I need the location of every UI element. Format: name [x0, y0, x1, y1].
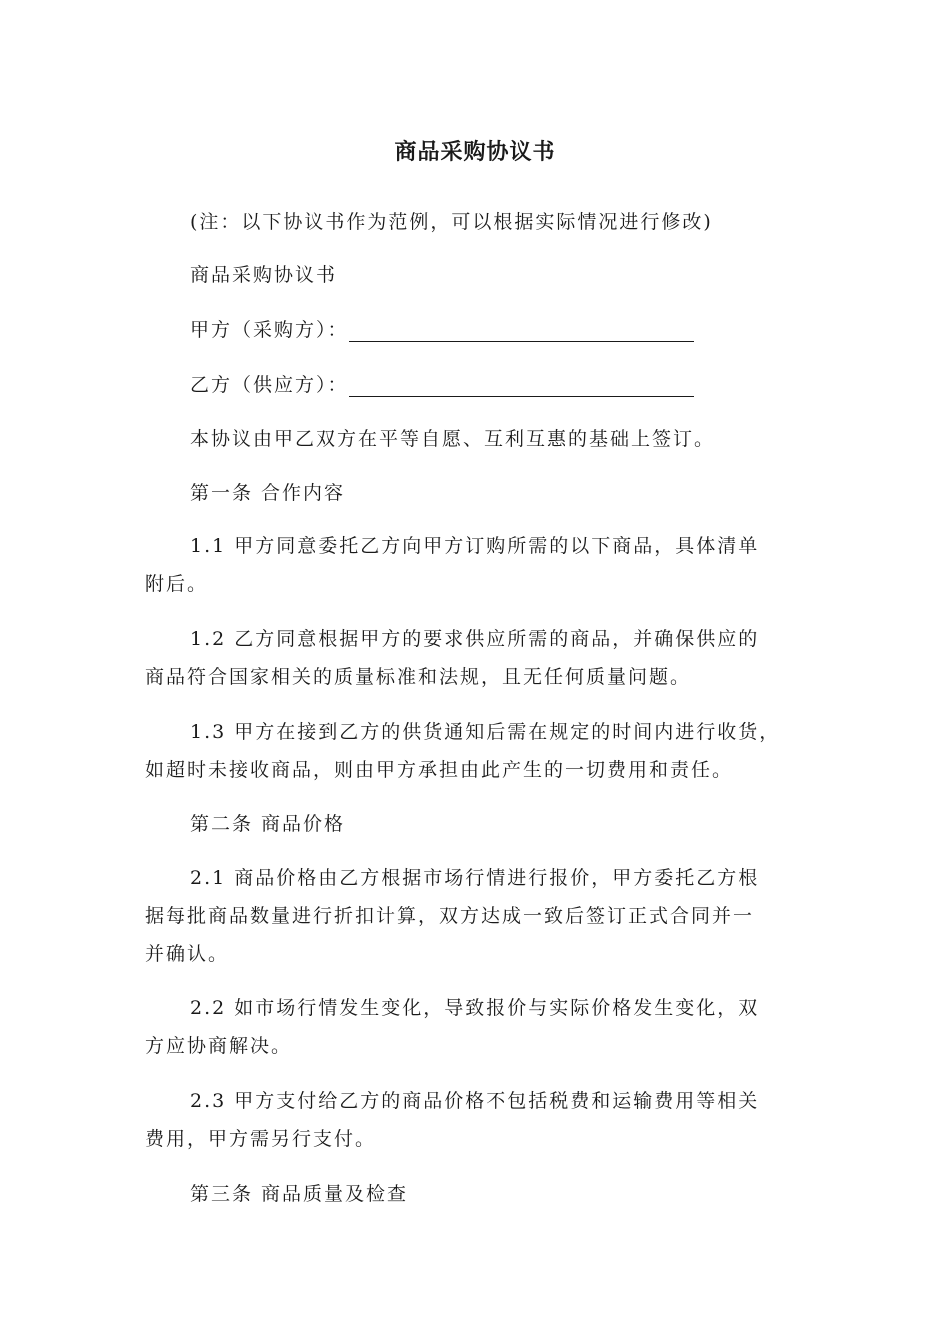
- party-b-line: [190, 366, 850, 404]
- clause-1-3-line-2: 如超时未接收商品，则由甲方承担由此产生的一切费用和责任。: [145, 759, 734, 781]
- party-b-blank[interactable]: [349, 374, 694, 397]
- article-2-heading: 第二条 商品价格: [190, 813, 346, 835]
- clause-2-3-line-1: 2.3 甲方支付给乙方的商品价格不包括税费和运输费用等相关: [190, 1090, 760, 1112]
- party-a-blank[interactable]: [349, 319, 694, 342]
- document-title: 商品采购协议书: [394, 140, 556, 165]
- clause-1-3-line-1: 1.3 甲方在接到乙方的供货通知后需在规定的时间内进行收货，: [190, 721, 781, 743]
- clause-2-3-line-2: 费用，甲方需另行支付。: [145, 1128, 377, 1150]
- party-a-label: 甲方（采购方）：: [190, 319, 349, 341]
- party-a-line: [190, 311, 850, 349]
- party-b-label: 乙方（供应方）：: [190, 374, 349, 396]
- clause-1-1-line-2: 附后。: [145, 573, 209, 595]
- article-1-heading: 第一条 合作内容: [190, 482, 346, 504]
- article-3-heading: 第三条 商品质量及检查: [190, 1183, 409, 1205]
- clause-2-1-line-1: 2.1 商品价格由乙方根据市场行情进行报价，甲方委托乙方根: [190, 867, 760, 889]
- clause-2-2-line-2: 方应协商解决。: [145, 1035, 293, 1057]
- intro-text: 本协议由甲乙双方在平等自愿、互利互惠的基础上签订。: [190, 428, 716, 450]
- subtitle-text: 商品采购协议书: [190, 264, 338, 286]
- clause-1-2-line-2: 商品符合国家相关的质量标准和法规，且无任何质量问题。: [145, 666, 692, 688]
- note-text: (注：以下协议书作为范例，可以根据实际情况进行修改): [190, 211, 713, 233]
- clause-1-2-line-1: 1.2 乙方同意根据甲方的要求供应所需的商品，并确保供应的: [190, 628, 760, 650]
- clause-1-1-line-1: 1.1 甲方同意委托乙方向甲方订购所需的以下商品，具体清单: [190, 535, 760, 557]
- clause-2-1-line-3: 并确认。: [145, 943, 230, 965]
- clause-2-2-line-1: 2.2 如市场行情发生变化，导致报价与实际价格发生变化，双: [190, 997, 760, 1019]
- clause-2-1-line-2: 据每批商品数量进行折扣计算，双方达成一致后签订正式合同并一: [145, 905, 755, 927]
